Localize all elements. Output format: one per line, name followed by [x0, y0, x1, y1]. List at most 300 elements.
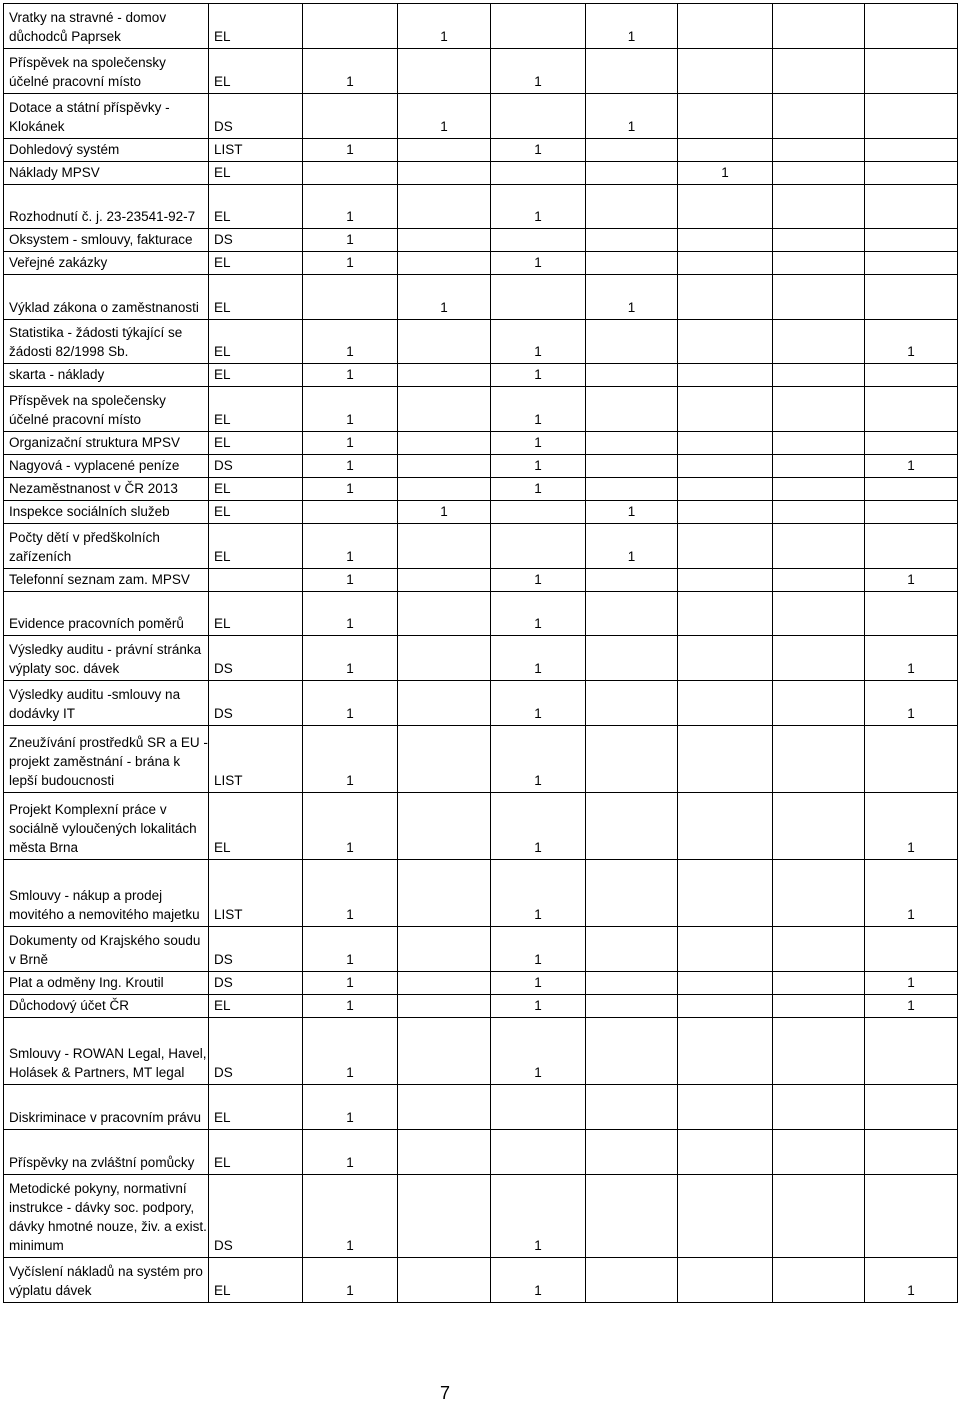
record-type-cell: EL [209, 501, 303, 524]
record-count-cell-5 [678, 320, 773, 364]
table-row [4, 524, 958, 569]
record-type-cell: LIST [209, 860, 303, 927]
record-count-cell-6 [773, 524, 865, 569]
record-name-cell: Plat a odměny Ing. Kroutil [4, 972, 209, 995]
record-count-cell-2 [398, 592, 491, 636]
record-count-cell-2: 1 [398, 4, 491, 49]
record-count-cell-2 [398, 1130, 491, 1175]
record-count-cell-3 [491, 275, 586, 320]
table-row [4, 1130, 958, 1175]
record-count-cell-1: 1 [303, 252, 398, 275]
record-count-cell-2: 1 [398, 275, 491, 320]
record-count-cell-6 [773, 94, 865, 139]
record-name-cell: Inspekce sociálních služeb [4, 501, 209, 524]
record-count-cell-6 [773, 636, 865, 681]
record-count-cell-1: 1 [303, 726, 398, 793]
table-row [4, 229, 958, 252]
record-name-cell: Projekt Komplexní práce v sociálně vyloučených lokalitách města Brna [4, 793, 209, 860]
record-count-cell-7 [865, 1085, 958, 1130]
record-count-cell-4 [586, 1175, 678, 1258]
record-count-cell-3 [491, 1130, 586, 1175]
record-count-cell-7: 1 [865, 455, 958, 478]
record-count-cell-7 [865, 139, 958, 162]
record-count-cell-4 [586, 455, 678, 478]
record-count-cell-1: 1 [303, 478, 398, 501]
record-count-cell-2 [398, 455, 491, 478]
record-count-cell-6 [773, 139, 865, 162]
record-count-cell-2 [398, 726, 491, 793]
record-count-cell-2: 1 [398, 94, 491, 139]
record-name-cell: Rozhodnutí č. j. 23-23541-92-7 [4, 185, 209, 229]
record-count-cell-3: 1 [491, 49, 586, 94]
table-row [4, 275, 958, 320]
record-name-cell: Evidence pracovních poměrů [4, 592, 209, 636]
record-count-cell-3: 1 [491, 432, 586, 455]
record-count-cell-1: 1 [303, 432, 398, 455]
record-count-cell-3: 1 [491, 592, 586, 636]
record-count-cell-7: 1 [865, 636, 958, 681]
record-count-cell-7 [865, 252, 958, 275]
record-count-cell-7 [865, 49, 958, 94]
record-count-cell-4: 1 [586, 4, 678, 49]
record-count-cell-3: 1 [491, 387, 586, 432]
table-row [4, 793, 958, 860]
record-type-cell: DS [209, 1018, 303, 1085]
record-count-cell-7 [865, 229, 958, 252]
record-name-cell: Smlouvy - ROWAN Legal, Havel, Holásek & Partners, MT legal [4, 1018, 209, 1085]
record-count-cell-4 [586, 927, 678, 972]
record-count-cell-1: 1 [303, 681, 398, 726]
record-count-cell-6 [773, 49, 865, 94]
record-name-cell: Diskriminace v pracovním právu [4, 1085, 209, 1130]
record-count-cell-1: 1 [303, 569, 398, 592]
record-count-cell-5 [678, 432, 773, 455]
record-count-cell-1: 1 [303, 1018, 398, 1085]
record-count-cell-4 [586, 636, 678, 681]
record-name-cell: Vratky na stravné - domov důchodců Paprsek [4, 4, 209, 49]
record-count-cell-1: 1 [303, 49, 398, 94]
record-type-cell: EL [209, 1085, 303, 1130]
record-count-cell-7: 1 [865, 320, 958, 364]
table-row [4, 478, 958, 501]
record-count-cell-5 [678, 995, 773, 1018]
record-count-cell-4 [586, 320, 678, 364]
record-count-cell-7 [865, 432, 958, 455]
record-count-cell-1: 1 [303, 1085, 398, 1130]
record-type-cell: DS [209, 681, 303, 726]
record-name-cell: Oksystem - smlouvy, fakturace [4, 229, 209, 252]
record-count-cell-2 [398, 387, 491, 432]
record-count-cell-1: 1 [303, 995, 398, 1018]
record-type-cell: EL [209, 4, 303, 49]
record-count-cell-6 [773, 860, 865, 927]
record-count-cell-7: 1 [865, 860, 958, 927]
record-count-cell-4 [586, 185, 678, 229]
record-count-cell-5 [678, 726, 773, 793]
record-type-cell: DS [209, 94, 303, 139]
record-type-cell: EL [209, 364, 303, 387]
record-count-cell-4 [586, 972, 678, 995]
record-count-cell-6 [773, 229, 865, 252]
record-count-cell-7: 1 [865, 681, 958, 726]
record-count-cell-2 [398, 569, 491, 592]
record-count-cell-6 [773, 1175, 865, 1258]
record-count-cell-2 [398, 995, 491, 1018]
table-row [4, 860, 958, 927]
record-count-cell-4 [586, 592, 678, 636]
record-count-cell-7 [865, 478, 958, 501]
record-count-cell-3: 1 [491, 636, 586, 681]
record-count-cell-2 [398, 185, 491, 229]
table-row [4, 681, 958, 726]
record-type-cell: EL [209, 432, 303, 455]
record-type-cell: EL [209, 252, 303, 275]
table-row [4, 139, 958, 162]
record-count-cell-5 [678, 681, 773, 726]
record-count-cell-5 [678, 592, 773, 636]
record-count-cell-6 [773, 320, 865, 364]
record-count-cell-7 [865, 592, 958, 636]
table-row [4, 185, 958, 229]
record-count-cell-7: 1 [865, 793, 958, 860]
record-count-cell-6 [773, 478, 865, 501]
record-count-cell-2 [398, 524, 491, 569]
record-count-cell-6 [773, 432, 865, 455]
record-count-cell-3 [491, 524, 586, 569]
record-count-cell-3: 1 [491, 1258, 586, 1303]
record-count-cell-1: 1 [303, 320, 398, 364]
table-row [4, 387, 958, 432]
record-count-cell-3: 1 [491, 995, 586, 1018]
record-type-cell: DS [209, 1175, 303, 1258]
record-count-cell-5 [678, 387, 773, 432]
record-count-cell-5 [678, 1258, 773, 1303]
record-type-cell [209, 569, 303, 592]
record-count-cell-4 [586, 681, 678, 726]
record-name-cell: Příspěvek na společensky účelné pracovní místo [4, 387, 209, 432]
record-name-cell: skarta - náklady [4, 364, 209, 387]
record-count-cell-3: 1 [491, 252, 586, 275]
record-count-cell-7: 1 [865, 972, 958, 995]
record-count-cell-7 [865, 726, 958, 793]
record-count-cell-5 [678, 455, 773, 478]
record-count-cell-6 [773, 4, 865, 49]
record-count-cell-3: 1 [491, 1018, 586, 1085]
record-count-cell-5 [678, 94, 773, 139]
table-row [4, 592, 958, 636]
record-count-cell-2 [398, 49, 491, 94]
record-count-cell-7 [865, 162, 958, 185]
record-count-cell-7 [865, 387, 958, 432]
record-count-cell-4 [586, 432, 678, 455]
record-count-cell-1: 1 [303, 455, 398, 478]
record-count-cell-5 [678, 4, 773, 49]
record-name-cell: Výsledky auditu - právní stránka výplaty soc. dávek [4, 636, 209, 681]
table-row [4, 569, 958, 592]
record-count-cell-1: 1 [303, 524, 398, 569]
record-count-cell-6 [773, 185, 865, 229]
record-type-cell: EL [209, 995, 303, 1018]
record-count-cell-5 [678, 1018, 773, 1085]
record-count-cell-3: 1 [491, 681, 586, 726]
record-count-cell-7 [865, 501, 958, 524]
record-name-cell: Smlouvy - nákup a prodej movitého a nemovitého majetku [4, 860, 209, 927]
record-count-cell-4 [586, 229, 678, 252]
record-count-cell-1: 1 [303, 592, 398, 636]
record-count-cell-5 [678, 793, 773, 860]
record-count-cell-5 [678, 524, 773, 569]
record-count-cell-1 [303, 275, 398, 320]
record-count-cell-1: 1 [303, 1130, 398, 1175]
record-type-cell: DS [209, 927, 303, 972]
table-row [4, 455, 958, 478]
record-count-cell-6 [773, 1085, 865, 1130]
record-count-cell-6 [773, 252, 865, 275]
record-type-cell: EL [209, 185, 303, 229]
record-count-cell-5 [678, 275, 773, 320]
table-row [4, 252, 958, 275]
record-count-cell-5 [678, 1130, 773, 1175]
record-type-cell: EL [209, 275, 303, 320]
record-count-cell-3: 1 [491, 364, 586, 387]
table-row [4, 432, 958, 455]
table-row [4, 94, 958, 139]
record-count-cell-6 [773, 162, 865, 185]
record-count-cell-7 [865, 275, 958, 320]
record-count-cell-4: 1 [586, 501, 678, 524]
table-row [4, 364, 958, 387]
record-count-cell-2 [398, 139, 491, 162]
record-count-cell-6 [773, 927, 865, 972]
record-count-cell-5 [678, 501, 773, 524]
record-count-cell-2 [398, 793, 491, 860]
record-name-cell: Příspěvek na společensky účelné pracovní místo [4, 49, 209, 94]
table-row [4, 501, 958, 524]
record-count-cell-5 [678, 972, 773, 995]
record-count-cell-1: 1 [303, 793, 398, 860]
record-count-cell-6 [773, 275, 865, 320]
record-count-cell-3 [491, 162, 586, 185]
record-count-cell-6 [773, 995, 865, 1018]
record-type-cell: EL [209, 524, 303, 569]
table-row [4, 162, 958, 185]
record-count-cell-4 [586, 139, 678, 162]
record-type-cell: EL [209, 592, 303, 636]
record-count-cell-5 [678, 927, 773, 972]
record-name-cell: Metodické pokyny, normativní instrukce - dávky soc. podpory, dávky hmotné nouze, živ. a exist. minimum [4, 1175, 209, 1258]
record-count-cell-4 [586, 1018, 678, 1085]
record-count-cell-7 [865, 1175, 958, 1258]
record-type-cell: DS [209, 229, 303, 252]
record-type-cell: EL [209, 478, 303, 501]
record-count-cell-1 [303, 4, 398, 49]
record-count-cell-4 [586, 793, 678, 860]
record-count-cell-2 [398, 478, 491, 501]
record-name-cell: Dohledový systém [4, 139, 209, 162]
record-count-cell-3: 1 [491, 860, 586, 927]
record-count-cell-4: 1 [586, 94, 678, 139]
record-count-cell-6 [773, 793, 865, 860]
record-count-cell-5 [678, 1175, 773, 1258]
table-row [4, 636, 958, 681]
record-name-cell: Organizační struktura MPSV [4, 432, 209, 455]
record-count-cell-6 [773, 387, 865, 432]
record-count-cell-2 [398, 860, 491, 927]
record-count-cell-1: 1 [303, 139, 398, 162]
record-count-cell-7: 1 [865, 1258, 958, 1303]
record-count-cell-4 [586, 162, 678, 185]
table-row [4, 4, 958, 49]
table-row [4, 1085, 958, 1130]
record-name-cell: Veřejné zakázky [4, 252, 209, 275]
record-count-cell-4 [586, 569, 678, 592]
record-name-cell: Důchodový účet ČR [4, 995, 209, 1018]
record-type-cell: EL [209, 1130, 303, 1175]
record-count-cell-3 [491, 229, 586, 252]
record-count-cell-6 [773, 1258, 865, 1303]
record-count-cell-4 [586, 1085, 678, 1130]
record-count-cell-6 [773, 1018, 865, 1085]
record-count-cell-2: 1 [398, 501, 491, 524]
record-count-cell-1: 1 [303, 1175, 398, 1258]
record-count-cell-1 [303, 501, 398, 524]
record-type-cell: EL [209, 1258, 303, 1303]
record-count-cell-2 [398, 636, 491, 681]
record-count-cell-7 [865, 927, 958, 972]
record-type-cell: LIST [209, 139, 303, 162]
record-count-cell-3: 1 [491, 726, 586, 793]
record-count-cell-2 [398, 320, 491, 364]
record-count-cell-6 [773, 455, 865, 478]
record-type-cell: EL [209, 320, 303, 364]
record-count-cell-4 [586, 995, 678, 1018]
record-name-cell: Dotace a státní příspěvky - Klokánek [4, 94, 209, 139]
record-count-cell-3: 1 [491, 478, 586, 501]
record-type-cell: EL [209, 387, 303, 432]
record-count-cell-5: 1 [678, 162, 773, 185]
record-count-cell-7 [865, 524, 958, 569]
record-count-cell-7: 1 [865, 995, 958, 1018]
record-name-cell: Dokumenty od Krajského soudu v Brně [4, 927, 209, 972]
record-count-cell-2 [398, 364, 491, 387]
record-count-cell-2 [398, 252, 491, 275]
record-count-cell-1: 1 [303, 927, 398, 972]
record-name-cell: Vyčíslení nákladů na systém pro výplatu dávek [4, 1258, 209, 1303]
record-count-cell-2 [398, 1175, 491, 1258]
record-count-cell-2 [398, 1085, 491, 1130]
record-name-cell: Nagyová - vyplacené peníze [4, 455, 209, 478]
record-count-cell-6 [773, 972, 865, 995]
record-count-cell-7 [865, 185, 958, 229]
record-count-cell-3 [491, 501, 586, 524]
record-count-cell-3: 1 [491, 972, 586, 995]
record-count-cell-3: 1 [491, 185, 586, 229]
record-count-cell-5 [678, 185, 773, 229]
record-count-cell-4: 1 [586, 275, 678, 320]
table-row [4, 1175, 958, 1258]
record-count-cell-5 [678, 569, 773, 592]
table-row [4, 49, 958, 94]
record-count-cell-6 [773, 726, 865, 793]
record-count-cell-6 [773, 569, 865, 592]
record-name-cell: Příspěvky na zvláštní pomůcky [4, 1130, 209, 1175]
record-count-cell-1: 1 [303, 860, 398, 927]
record-count-cell-5 [678, 364, 773, 387]
record-count-cell-4 [586, 252, 678, 275]
record-name-cell: Náklady MPSV [4, 162, 209, 185]
record-count-cell-3: 1 [491, 320, 586, 364]
record-count-cell-3: 1 [491, 455, 586, 478]
record-count-cell-6 [773, 592, 865, 636]
record-name-cell: Výklad zákona o zaměstnanosti [4, 275, 209, 320]
record-name-cell: Zneužívání prostředků SR a EU - projekt zaměstnání - brána k lepší budoucnosti [4, 726, 209, 793]
record-count-cell-7 [865, 1130, 958, 1175]
record-count-cell-2 [398, 229, 491, 252]
record-count-cell-2 [398, 681, 491, 726]
record-count-cell-5 [678, 252, 773, 275]
table-row [4, 972, 958, 995]
record-count-cell-5 [678, 139, 773, 162]
record-count-cell-4 [586, 1130, 678, 1175]
table-row [4, 1258, 958, 1303]
record-count-cell-4 [586, 478, 678, 501]
record-count-cell-3: 1 [491, 1175, 586, 1258]
record-count-cell-2 [398, 1018, 491, 1085]
record-count-cell-1: 1 [303, 1258, 398, 1303]
record-count-cell-7 [865, 364, 958, 387]
record-count-cell-2 [398, 972, 491, 995]
record-count-cell-5 [678, 478, 773, 501]
table-row [4, 927, 958, 972]
record-count-cell-4 [586, 364, 678, 387]
record-type-cell: LIST [209, 726, 303, 793]
record-count-cell-5 [678, 860, 773, 927]
record-count-cell-2 [398, 162, 491, 185]
record-count-cell-6 [773, 681, 865, 726]
record-count-cell-2 [398, 927, 491, 972]
record-count-cell-1: 1 [303, 387, 398, 432]
table-row [4, 726, 958, 793]
record-type-cell: DS [209, 972, 303, 995]
record-count-cell-2 [398, 432, 491, 455]
record-count-cell-4 [586, 387, 678, 432]
record-count-cell-3 [491, 1085, 586, 1130]
record-count-cell-5 [678, 229, 773, 252]
record-count-cell-3: 1 [491, 793, 586, 860]
page-number: 7 [439, 1383, 450, 1403]
record-count-cell-3: 1 [491, 569, 586, 592]
record-count-cell-2 [398, 1258, 491, 1303]
record-count-cell-4 [586, 860, 678, 927]
record-count-cell-7: 1 [865, 569, 958, 592]
record-count-cell-7 [865, 94, 958, 139]
record-type-cell: EL [209, 49, 303, 94]
record-count-cell-1: 1 [303, 636, 398, 681]
table-row [4, 995, 958, 1018]
record-type-cell: DS [209, 455, 303, 478]
record-count-cell-3: 1 [491, 139, 586, 162]
record-count-cell-6 [773, 1130, 865, 1175]
record-count-cell-1: 1 [303, 229, 398, 252]
record-count-cell-5 [678, 636, 773, 681]
record-name-cell: Počty dětí v předškolních zařízeních [4, 524, 209, 569]
record-count-cell-6 [773, 364, 865, 387]
record-count-cell-1: 1 [303, 185, 398, 229]
record-count-cell-1 [303, 162, 398, 185]
table-row [4, 320, 958, 364]
record-count-cell-4 [586, 1258, 678, 1303]
record-count-cell-7 [865, 1018, 958, 1085]
